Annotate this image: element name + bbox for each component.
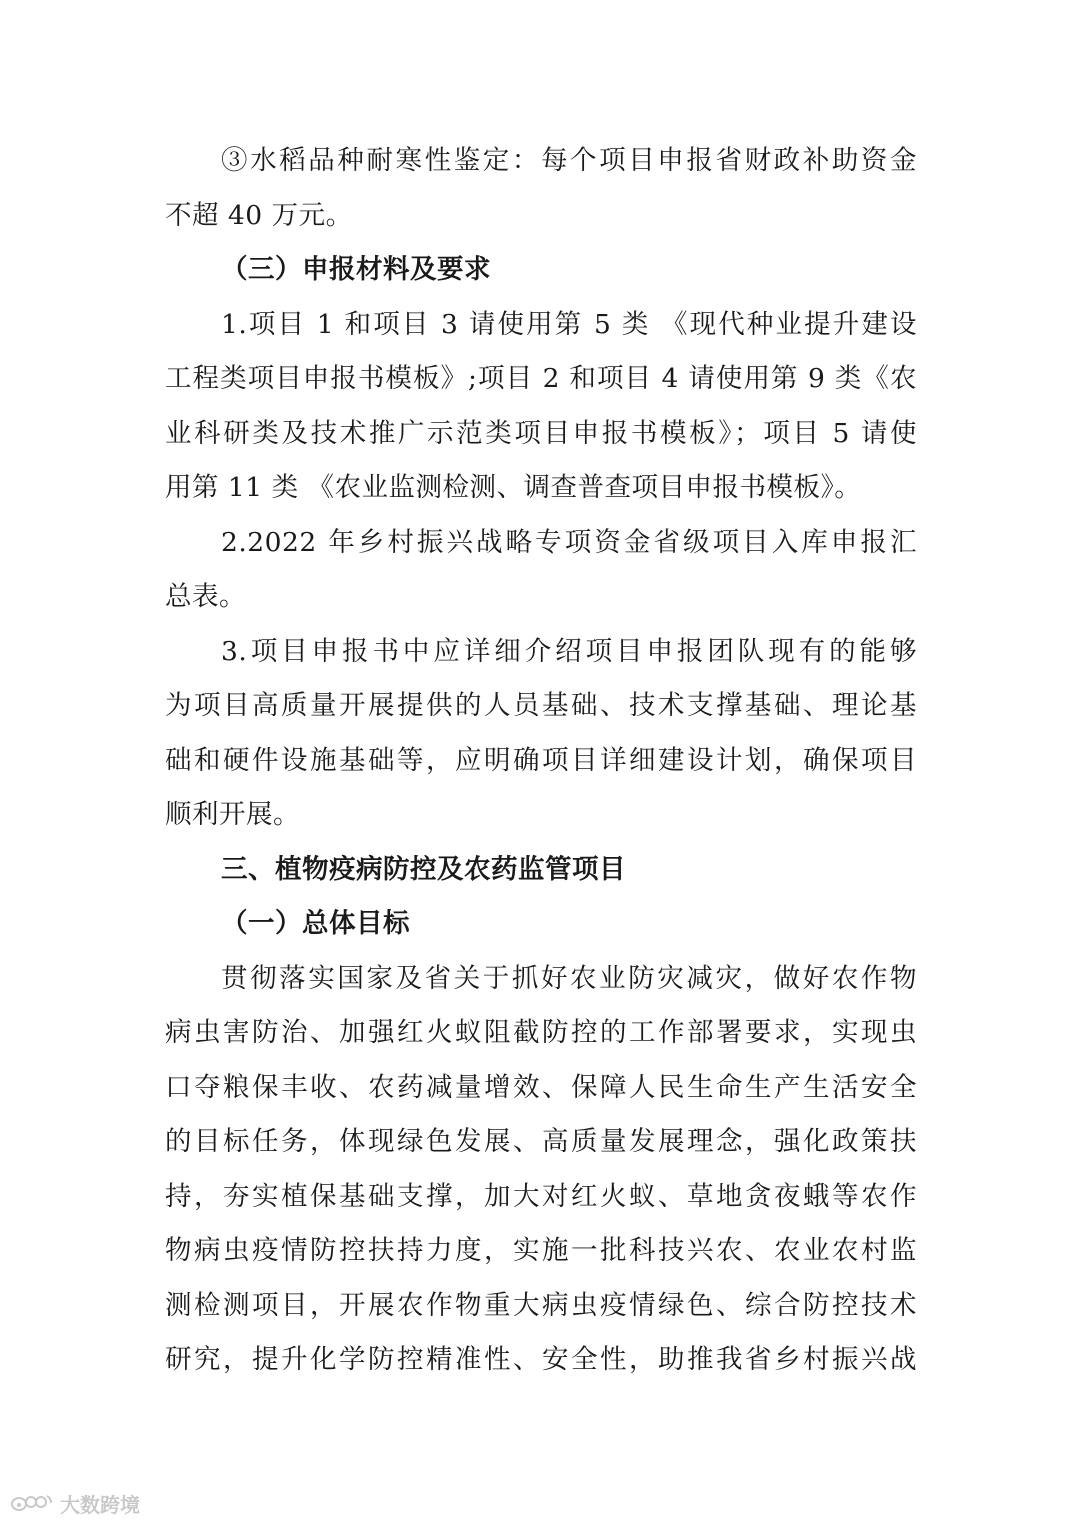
text-line: 的目标任务，体现绿色发展、高质量发展理念，强化政策扶: [165, 1126, 917, 1157]
text-line: 顺利开展。: [165, 799, 300, 830]
text-line: 研究，提升化学防控精准性、安全性，助推我省乡村振兴战: [165, 1344, 917, 1375]
text-line: 测检测项目，开展农作物重大病虫疫情绿色、综合防控技术: [165, 1289, 917, 1321]
watermark: [10, 1490, 140, 1516]
watermark-logo-icon: [10, 1492, 54, 1514]
text-line: 3.项目申报书中应详细介绍项目申报团队现有的能够: [221, 635, 917, 667]
text-line: 业科研类及技术推广示范类项目申报书模板》；项目 5 请使: [165, 417, 917, 449]
text-line: 不超 40 万元。: [165, 199, 353, 231]
text-line: ③水稻品种耐寒性鉴定：每个项目申报省财政补助资金: [221, 145, 917, 176]
text-line: 用第 11 类 《农业监测检测、调查普查项目申报书模板》。: [165, 472, 862, 503]
text-line: 为项目高质量开展提供的人员基础、技术支撑基础、理论基: [165, 690, 917, 721]
text-line: 工程类项目申报书模板》;项目 2 和项目 4 请使用第 9 类《农: [165, 363, 917, 394]
text-line: 础和硬件设施基础等，应明确项目详细建设计划，确保项目: [165, 744, 917, 776]
subsection-heading: （一）总体目标: [221, 908, 410, 939]
document-page: [165, 134, 917, 1388]
text-line: 物病虫疫情防控扶持力度，实施一批科技兴农、农业农村监: [165, 1235, 917, 1266]
text-line: 1.项目 1 和项目 3 请使用第 5 类 《现代种业提升建设: [221, 308, 917, 340]
text-line: 2.2022 年乡村振兴战略专项资金省级项目入库申报汇: [221, 526, 917, 558]
text-line: 贯彻落实国家及省关于抓好农业防灾减灾，做好农作物: [221, 962, 917, 994]
text-line: 口夺粮保丰收、农药减量增效、保障人民生命生产生活安全: [165, 1071, 917, 1103]
watermark-text: 大数跨境: [60, 1492, 140, 1517]
text-line: 总表。: [165, 581, 246, 612]
section-heading: 三、植物疫病防控及农药监管项目: [221, 853, 626, 885]
subsection-heading: （三）申报材料及要求: [221, 254, 491, 285]
text-line: 病虫害防治、加强红火蚁阻截防控的工作部署要求，实现虫: [165, 1017, 917, 1048]
text-line: 持，夯实植保基础支撑，加大对红火蚁、草地贪夜蛾等农作: [165, 1180, 917, 1212]
document-body: [165, 134, 917, 1388]
